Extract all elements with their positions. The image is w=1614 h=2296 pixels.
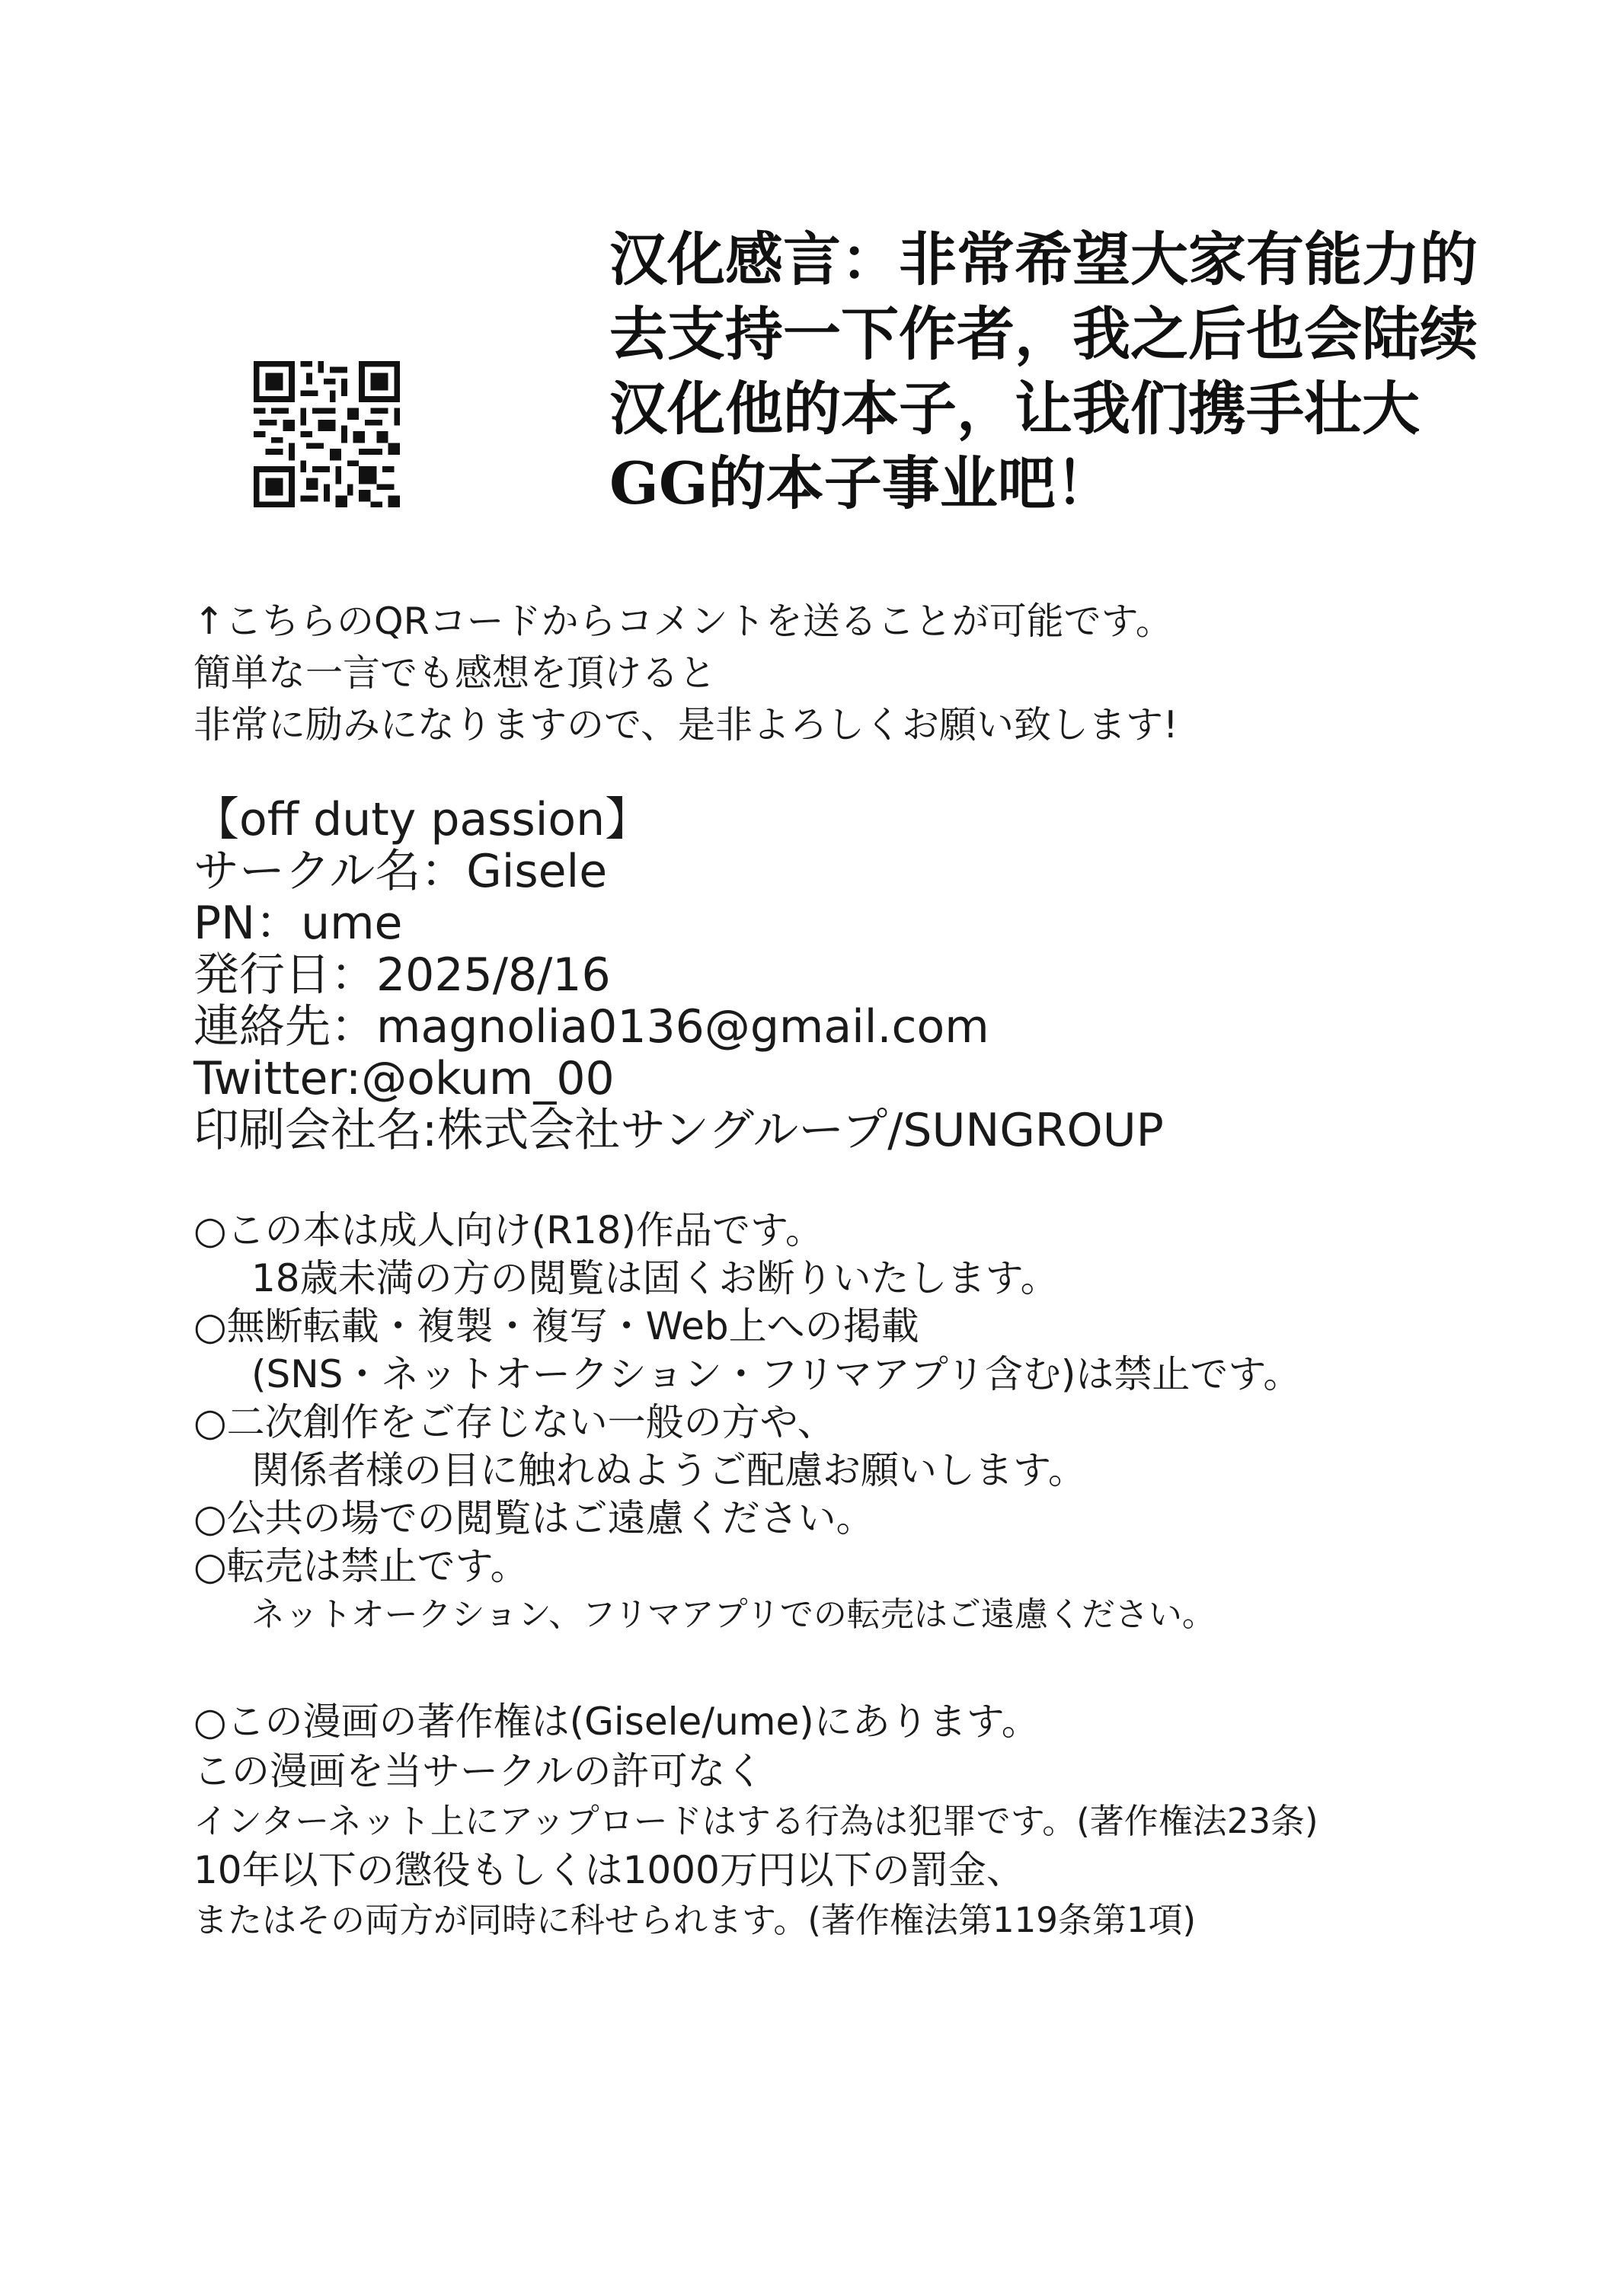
twitter-handle: Twitter:@okum_00 <box>193 1052 615 1105</box>
rule-item: ○公共の場での閲覧はご遠慮ください。 <box>193 1496 874 1540</box>
rule-item: ○この本は成人向け(R18)作品です。 <box>193 1208 824 1252</box>
rule-detail: 関係者様の目に触れぬようご配慮お願いします。 <box>251 1448 1086 1492</box>
translator-note-line: GG的本子事业吧！ <box>609 449 1114 517</box>
copyright-line: またはその両方が同時に科せられます。(著作権法第119条第1項) <box>193 1900 1197 1940</box>
qr-code[interactable] <box>254 361 400 507</box>
rule-detail: (SNS・ネットオークション・フリマアプリ含む)は禁止です。 <box>251 1352 1302 1396</box>
copyright-line: ○この漫画の著作権は(Gisele/ume)にあります。 <box>193 1700 1040 1744</box>
copyright-line: 10年以下の懲役もしくは1000万円以下の罰金、 <box>193 1848 1024 1892</box>
issue-date: 発行日：2025/8/16 <box>193 948 611 1002</box>
translator-note-line: 汉化他的本子，让我们携手壮大 <box>609 375 1420 443</box>
rule-item: ○転売は禁止です。 <box>193 1544 529 1588</box>
copyright-line: この漫画を当サークルの許可なく <box>193 1749 764 1793</box>
rule-detail: 18歳未満の方の閲覧は固くお断りいたします。 <box>251 1256 1059 1300</box>
book-info <box>193 794 1564 1156</box>
translator-note <box>609 222 1569 521</box>
circle-name: サークル名：Gisele <box>193 845 608 898</box>
printer-name: 印刷会社名:株式会社サングループ/SUNGROUP <box>193 1104 1164 1157</box>
qr-message-line: ↑こちらのQRコードからコメントを送ることが可能です。 <box>193 600 1173 643</box>
qr-message-line: 簡単な一言でも感想を頂けると <box>193 651 717 695</box>
qr-message-line: 非常に励みになりますので、是非よろしくお願い致します! <box>193 703 1178 747</box>
rule-detail: ネットオークション、フリマアプリでの転売はご遠慮ください。 <box>251 1595 1216 1634</box>
qr-message <box>193 596 1564 751</box>
contact-email: 連絡先：magnolia0136@gmail.com <box>193 1000 989 1054</box>
book-title: 【off duty passion】 <box>193 793 651 846</box>
rule-item: ○二次創作をご存じない一般の方や、 <box>193 1400 836 1444</box>
translator-note-line: 去支持一下作者，我之后也会陆续 <box>609 300 1478 368</box>
rule-item: ○無断転載・複製・複写・Web上への掲載 <box>193 1304 919 1348</box>
pen-name: PN：ume <box>193 897 403 950</box>
copyright-notice <box>193 1697 1564 1945</box>
copyright-line: インターネット上にアップロードはする行為は犯罪です。(著作権法23条) <box>193 1801 1318 1841</box>
translator-note-line: 汉化感言：非常希望大家有能力的 <box>609 225 1478 293</box>
usage-rules <box>193 1207 1564 1639</box>
